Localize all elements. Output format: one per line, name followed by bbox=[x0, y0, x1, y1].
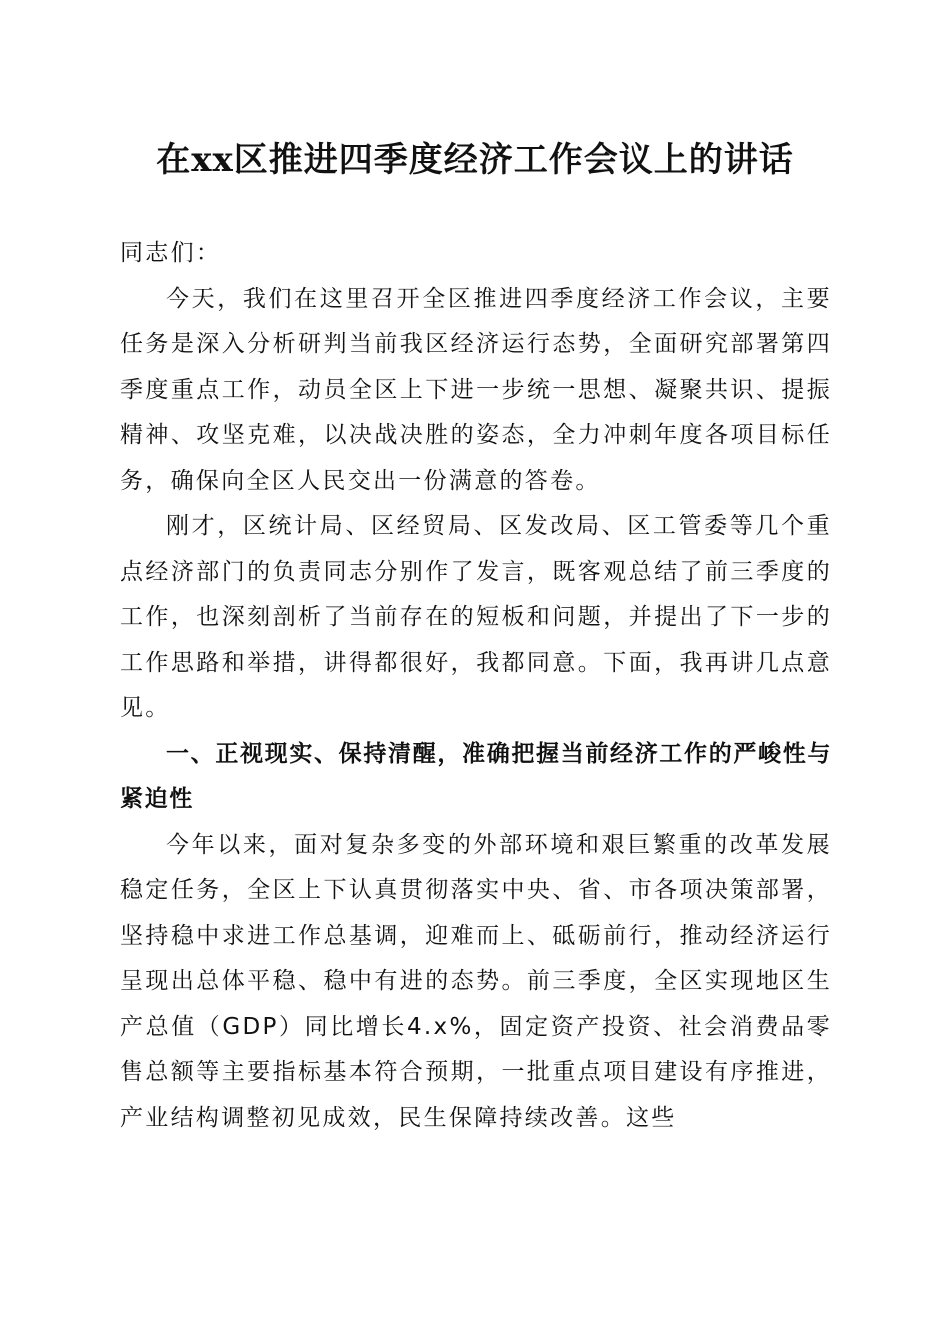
paragraph-remarks: 刚才，区统计局、区经贸局、区发改局、区工管委等几个重点经济部门的负责同志分别作了发言，既客观总结了前三季度的工作，也深刻剖析了当前存在的短板和问题，并提出了下一步的工作思路和举措，讲得都很好，我都同意。下面，我再讲几点意见。 bbox=[120, 513, 832, 721]
section-heading: 一、正视现实、保持清醒，准确把握当前经济工作的严峻性与紧迫性 bbox=[120, 740, 832, 812]
salutation: 同志们： bbox=[120, 240, 222, 266]
section-paragraph: 今年以来，面对复杂多变的外部环境和艰巨繁重的改革发展稳定任务，全区上下认真贯彻落实中央、省、市各项决策部署，坚持稳中求进工作总基调，迎难而上、砥砺前行，推动经济运行呈现出总体平稳、稳中有进的态势。前三季度，全区实现地区生产总值（GDP）同比增长4.x%，固定资产投资、社会消费品零售总额等主要指标基本符合预期，一批重点项目建设有序推进，产业结构调整初见成效，民生保障持续改善。这些 bbox=[120, 831, 832, 1131]
paragraph-opening: 今天，我们在这里召开全区推进四季度经济工作会议，主要任务是深入分析研判当前我区经济运行态势，全面研究部署第四季度重点工作，动员全区上下进一步统一思想、凝聚共识、提振精神、攻坚克难，以决战决胜的姿态，全力冲刺年度各项目标任务，确保向全区人民交出一份满意的答卷。 bbox=[120, 285, 832, 494]
document-body bbox=[120, 231, 832, 1141]
document-title: 在xx区推进四季度经济工作会议上的讲话 bbox=[156, 140, 794, 180]
